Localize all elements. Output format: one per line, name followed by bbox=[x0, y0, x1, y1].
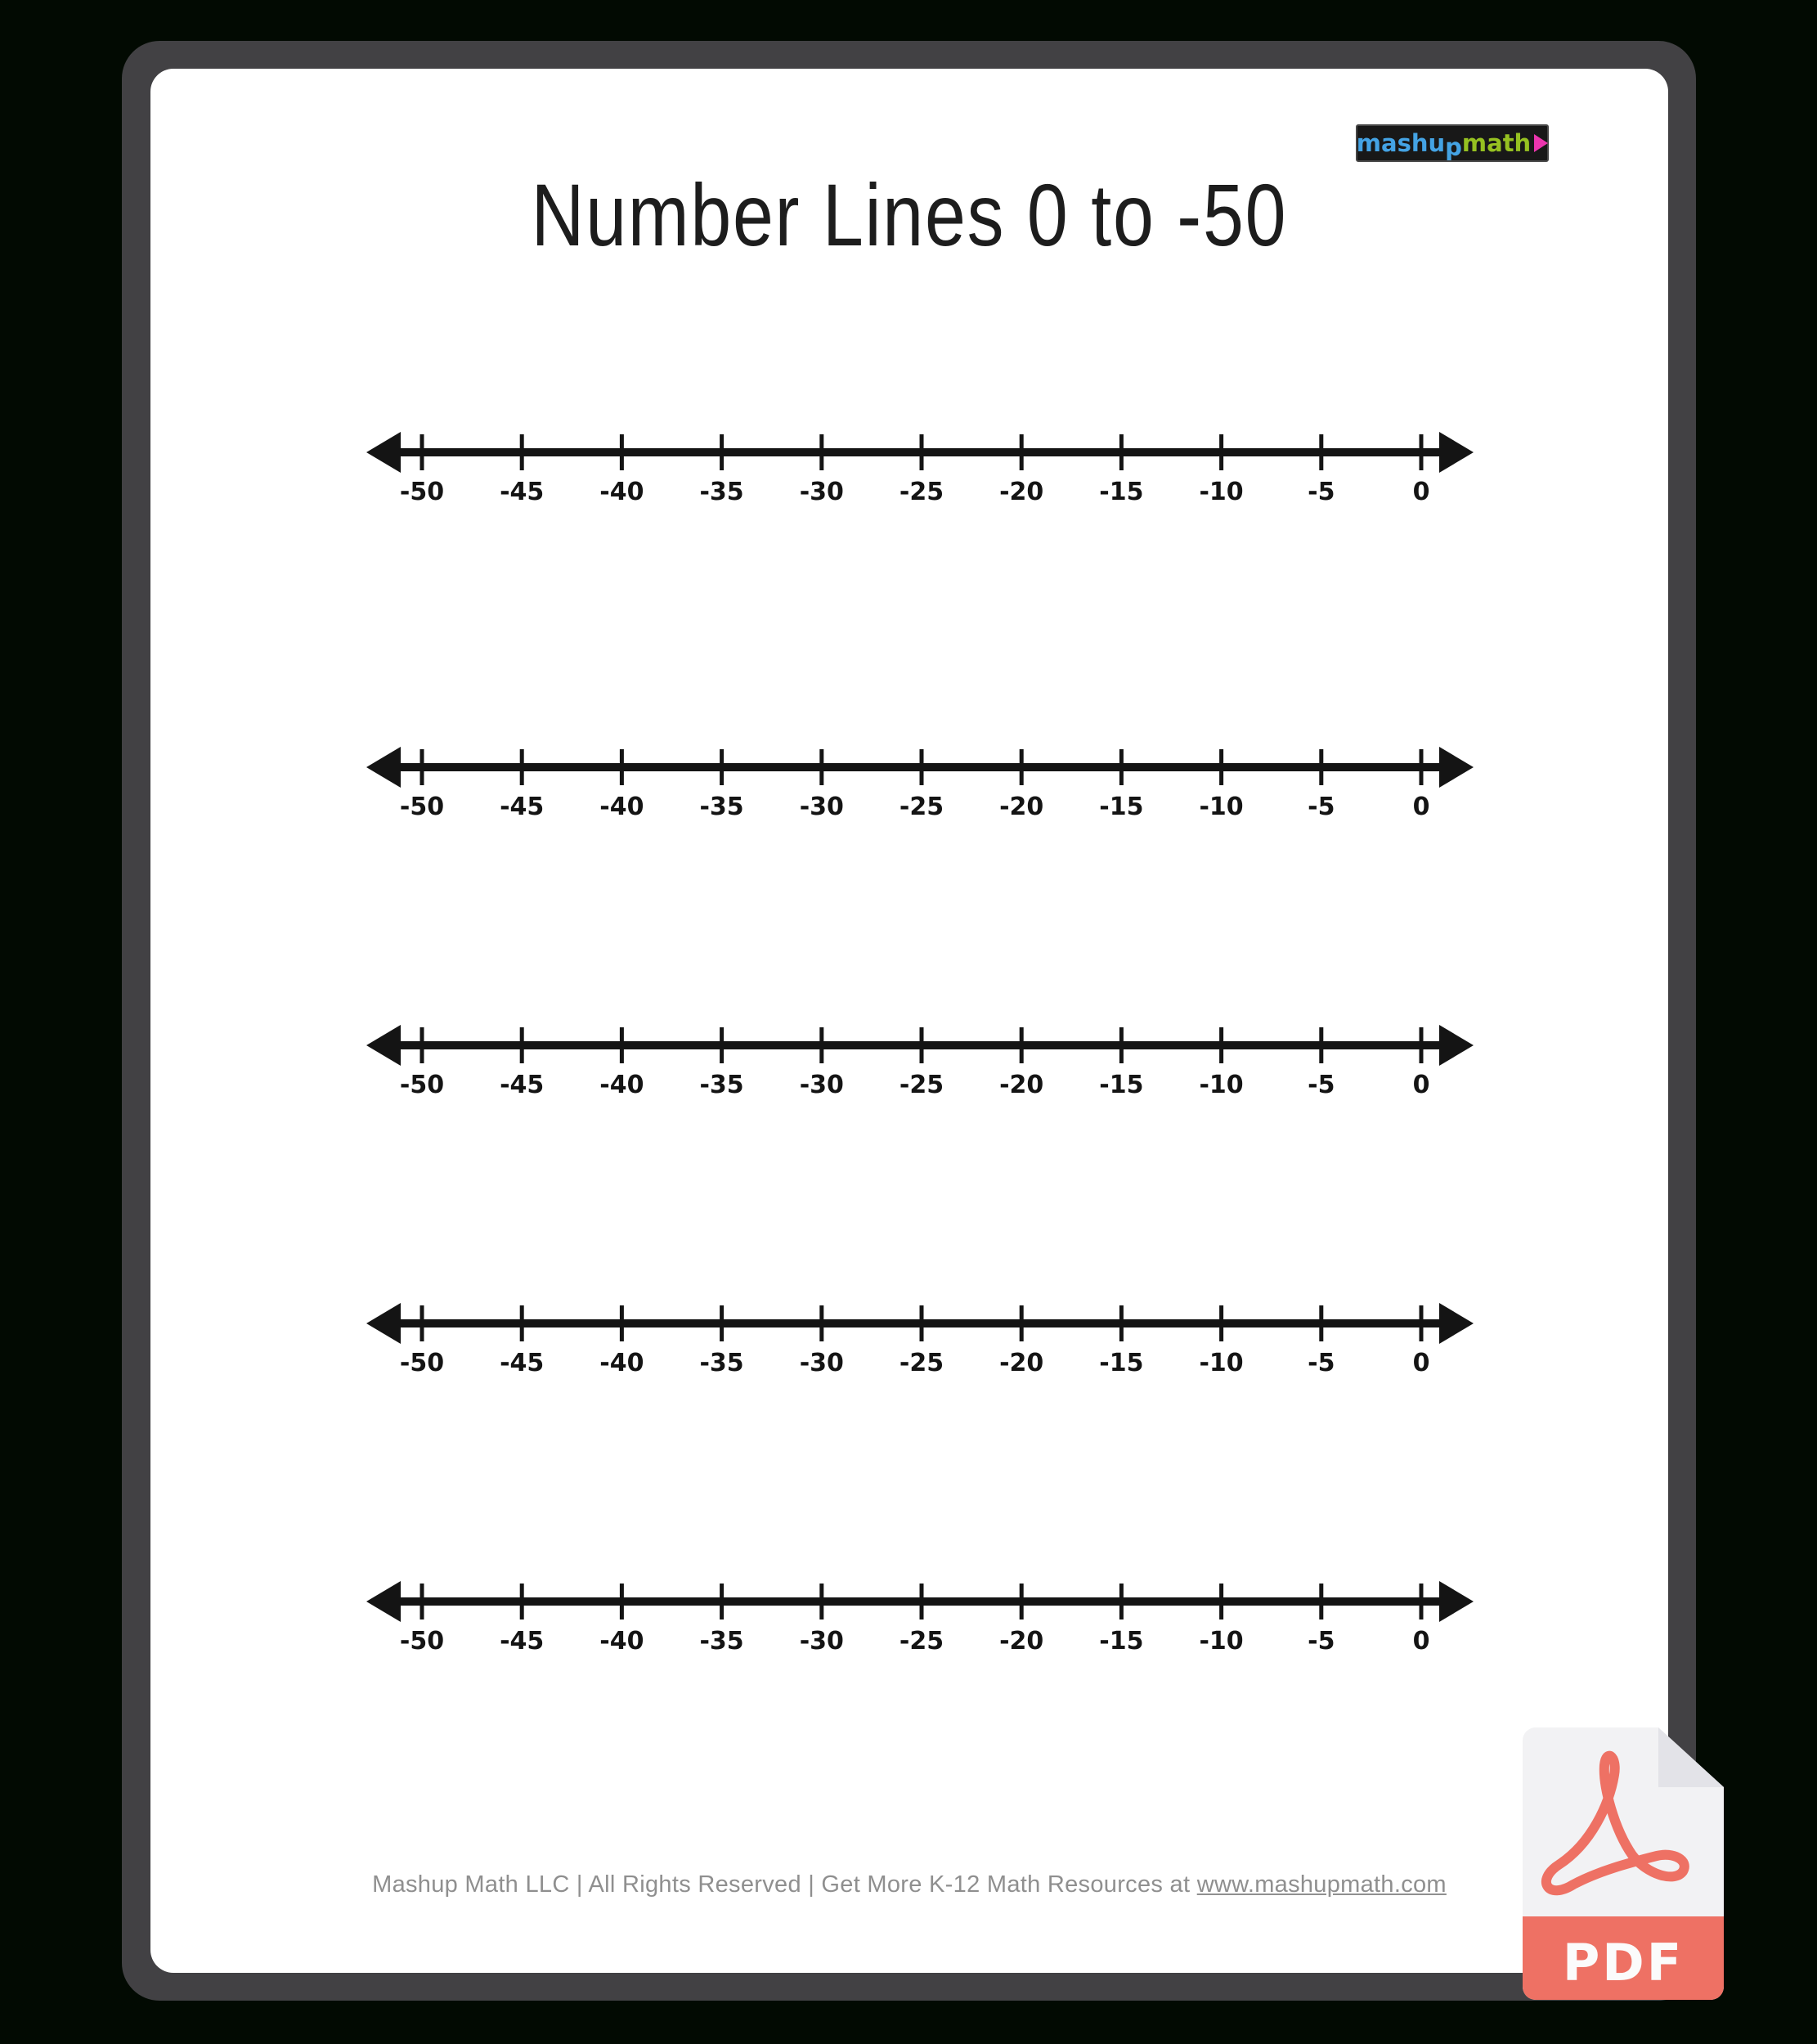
tick-label: -35 bbox=[699, 478, 744, 506]
tick-label: 0 bbox=[1412, 793, 1430, 821]
tick-label: -15 bbox=[1099, 1627, 1144, 1655]
tick-label: -10 bbox=[1199, 478, 1244, 506]
tick-label: -35 bbox=[699, 1627, 744, 1655]
tick-label: -50 bbox=[399, 1627, 445, 1655]
tick-label: -5 bbox=[1308, 1349, 1335, 1377]
tick-label: -25 bbox=[899, 1349, 944, 1377]
tick-label: -50 bbox=[399, 1071, 445, 1099]
right-arrow-icon bbox=[1439, 432, 1474, 473]
pdf-badge-graphic bbox=[1523, 1727, 1724, 2000]
tick-label: -15 bbox=[1099, 793, 1144, 821]
right-arrow-icon bbox=[1439, 1025, 1474, 1066]
tick-label: -45 bbox=[500, 478, 545, 506]
tick-label: -40 bbox=[599, 478, 644, 506]
right-arrow-icon bbox=[1439, 1303, 1474, 1344]
left-arrow-icon bbox=[366, 432, 401, 473]
number-line bbox=[358, 1291, 1482, 1397]
tick-label: -5 bbox=[1308, 1071, 1335, 1099]
footer-link[interactable]: www.mashupmath.com bbox=[1196, 1871, 1447, 1898]
tick-label: -50 bbox=[399, 793, 445, 821]
tick-label: -10 bbox=[1199, 1349, 1244, 1377]
tick-label: -45 bbox=[500, 1071, 545, 1099]
pdf-label: PDF bbox=[1562, 1933, 1685, 1992]
tick-label: -25 bbox=[899, 793, 944, 821]
tick-label: -20 bbox=[999, 793, 1044, 821]
tick-label: 0 bbox=[1412, 478, 1430, 506]
footer-credit bbox=[150, 1871, 1668, 1898]
tick-label: -30 bbox=[799, 1071, 844, 1099]
footer-text: Mashup Math LLC | All Rights Reserved | Get More K-12 Math Resources at bbox=[372, 1871, 1197, 1898]
right-arrow-icon bbox=[1439, 747, 1474, 788]
tick-label: -20 bbox=[999, 1071, 1044, 1099]
tick-label: -10 bbox=[1199, 793, 1244, 821]
left-arrow-icon bbox=[366, 747, 401, 788]
tick-label: -40 bbox=[599, 1349, 644, 1377]
pdf-file-badge[interactable] bbox=[1523, 1727, 1724, 2000]
tick-label: -5 bbox=[1308, 1627, 1335, 1655]
tick-label: -25 bbox=[899, 1627, 944, 1655]
tick-label: -15 bbox=[1099, 1349, 1144, 1377]
right-arrow-icon bbox=[1439, 1581, 1474, 1622]
logo-dropped-p: p bbox=[1445, 133, 1462, 161]
tick-label: -10 bbox=[1199, 1627, 1244, 1655]
tick-label: -50 bbox=[399, 478, 445, 506]
tick-label: 0 bbox=[1412, 1627, 1430, 1655]
logo-brand-part2: math bbox=[1461, 129, 1532, 157]
play-icon bbox=[1534, 134, 1548, 152]
left-arrow-icon bbox=[366, 1025, 401, 1066]
tick-label: -15 bbox=[1099, 1071, 1144, 1099]
left-arrow-icon bbox=[366, 1303, 401, 1344]
logo-brand-part1: mashup bbox=[1356, 129, 1462, 161]
tick-label: -5 bbox=[1308, 793, 1335, 821]
tick-label: -40 bbox=[599, 1071, 644, 1099]
number-line bbox=[358, 420, 1482, 526]
tick-label: 0 bbox=[1412, 1349, 1430, 1377]
folded-corner-icon bbox=[1658, 1727, 1724, 1787]
tick-label: -25 bbox=[899, 478, 944, 506]
tick-label: -30 bbox=[799, 478, 844, 506]
tick-label: -25 bbox=[899, 1071, 944, 1099]
mashupmath-logo bbox=[1356, 124, 1549, 162]
tick-label: -30 bbox=[799, 793, 844, 821]
tick-label: -35 bbox=[699, 1071, 744, 1099]
tick-label: -35 bbox=[699, 793, 744, 821]
tick-label: 0 bbox=[1412, 1071, 1430, 1099]
tick-label: -20 bbox=[999, 1627, 1044, 1655]
tick-label: -10 bbox=[1199, 1071, 1244, 1099]
number-line bbox=[358, 734, 1482, 841]
number-line bbox=[358, 1013, 1482, 1119]
tick-label: -15 bbox=[1099, 478, 1144, 506]
left-arrow-icon bbox=[366, 1581, 401, 1622]
tick-label: -20 bbox=[999, 1349, 1044, 1377]
tick-label: -35 bbox=[699, 1349, 744, 1377]
tick-label: -20 bbox=[999, 478, 1044, 506]
tick-label: -5 bbox=[1308, 478, 1335, 506]
tick-label: -45 bbox=[500, 793, 545, 821]
number-line bbox=[358, 1569, 1482, 1675]
tick-label: -45 bbox=[500, 1349, 545, 1377]
worksheet-title: Number Lines 0 to -50 bbox=[531, 165, 1288, 264]
tick-label: -30 bbox=[799, 1627, 844, 1655]
tick-label: -45 bbox=[500, 1627, 545, 1655]
tick-label: -40 bbox=[599, 1627, 644, 1655]
tick-label: -50 bbox=[399, 1349, 445, 1377]
tick-label: -30 bbox=[799, 1349, 844, 1377]
tick-label: -40 bbox=[599, 793, 644, 821]
